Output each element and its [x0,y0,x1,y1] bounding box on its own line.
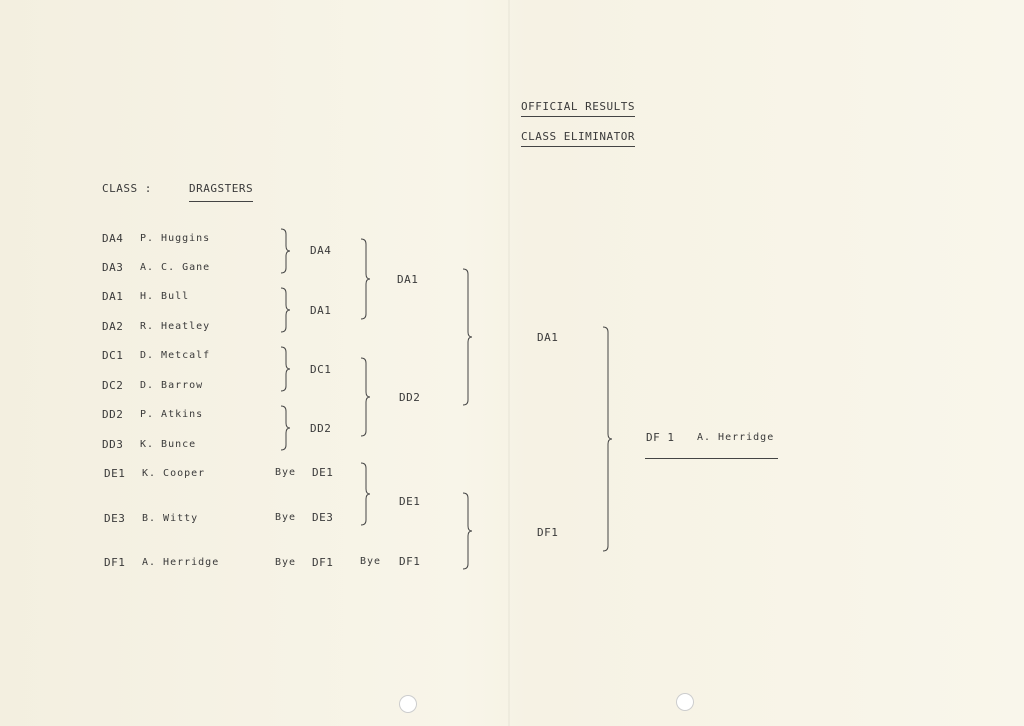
round3-code: DA1 [397,273,419,286]
entry-code: DF1 [104,556,126,569]
bracket-brace [358,238,372,320]
round2-code: DD2 [310,422,332,435]
winner-code: DF 1 [646,431,675,444]
semifinal-code: DA1 [537,331,559,344]
bracket-brace [460,268,474,406]
winner-underline [645,458,778,459]
bracket-brace [600,326,614,552]
bye-label: Bye [275,512,297,523]
round2-code: DE3 [312,511,334,524]
class-eliminator-heading: CLASS ELIMINATOR [521,130,635,147]
entry-name: A. Herridge [142,557,220,568]
class-name: DRAGSTERS [189,182,253,202]
entry-code: DD3 [102,438,124,451]
entry-code: DE1 [104,467,126,480]
winner-name: A. Herridge [697,432,775,443]
round2-code: DC1 [310,363,332,376]
bracket-brace [460,492,474,570]
punch-hole [676,693,694,711]
round2-code: DA1 [310,304,332,317]
bye-label: Bye [275,557,297,568]
bracket-brace [278,346,292,392]
round2-code: DA4 [310,244,332,257]
entry-name: P. Atkins [140,409,204,420]
bracket-brace [278,228,292,274]
entry-code: DA2 [102,320,124,333]
round3-code: DF1 [399,555,421,568]
entry-name: D. Metcalf [140,350,211,361]
entry-name: P. Huggins [140,233,211,244]
entry-name: K. Bunce [140,439,197,450]
class-label: CLASS : [102,182,152,195]
paper-fold [508,0,510,726]
bye-label: Bye [275,467,297,478]
entry-code: DC2 [102,379,124,392]
round3-code: DD2 [399,391,421,404]
entry-code: DA1 [102,290,124,303]
bye-label: Bye [360,556,382,567]
semifinal-code: DF1 [537,526,559,539]
bracket-brace [358,357,372,437]
round2-code: DF1 [312,556,334,569]
bracket-brace [358,462,372,526]
bracket-brace [278,405,292,451]
round3-code: DE1 [399,495,421,508]
entry-name: B. Witty [142,513,199,524]
entry-code: DE3 [104,512,126,525]
entry-name: A. C. Gane [140,262,211,273]
entry-name: K. Cooper [142,468,206,479]
round2-code: DE1 [312,466,334,479]
entry-name: R. Heatley [140,321,211,332]
entry-name: H. Bull [140,291,190,302]
entry-name: D. Barrow [140,380,204,391]
entry-code: DA3 [102,261,124,274]
official-results-heading: OFFICIAL RESULTS [521,100,635,117]
entry-code: DD2 [102,408,124,421]
entry-code: DA4 [102,232,124,245]
entry-code: DC1 [102,349,124,362]
bracket-brace [278,287,292,333]
punch-hole [399,695,417,713]
